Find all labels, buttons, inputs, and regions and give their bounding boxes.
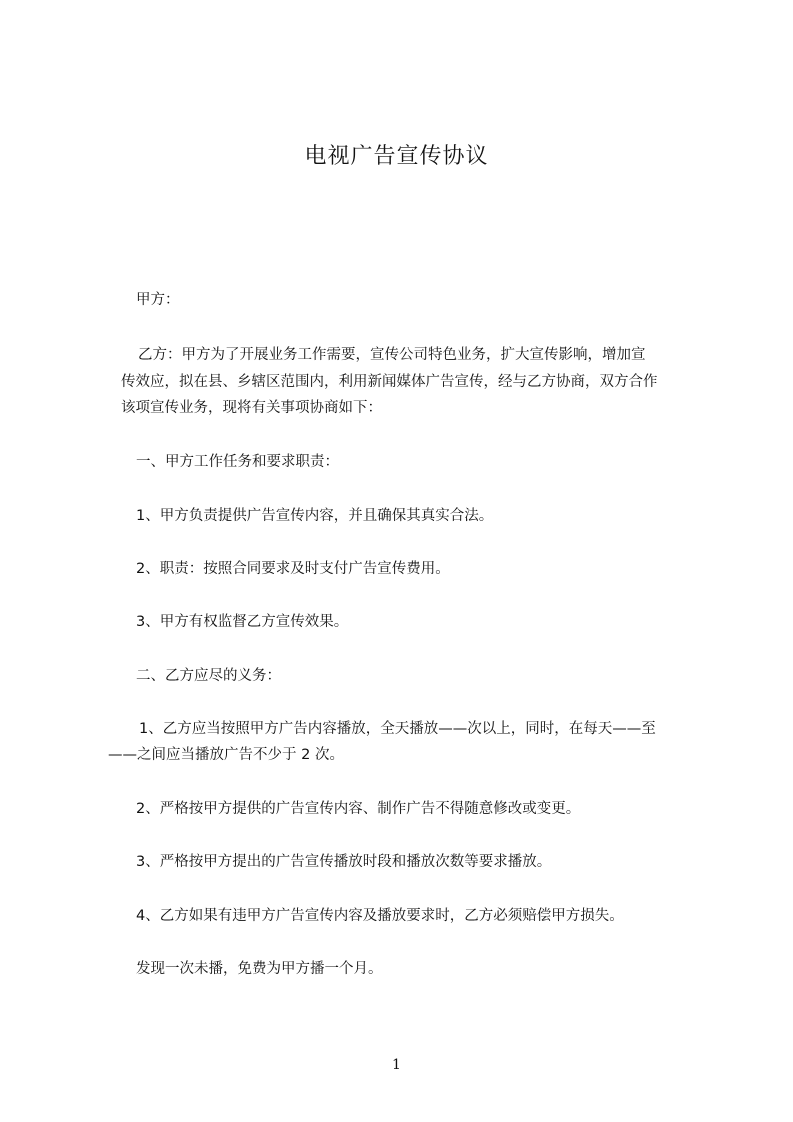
section-2-item-2: 2、严格按甲方提供的广告宣传内容、制作广告不得随意修改或变更。 [136, 801, 581, 817]
intro-line-3: 该项宣传业务，现将有关事项协商如下： [121, 400, 382, 416]
section-2-item-3: 3、严格按甲方提出的广告宣传播放时段和播放次数等要求播放。 [136, 854, 552, 870]
document-title: 电视广告宣传协议 [304, 144, 489, 169]
section-2-item-1-line-1: 1、乙方应当按照甲方广告内容播放，全天播放——次以上，同时，在每天——至 [139, 721, 656, 737]
party-a-label: 甲方： [136, 292, 180, 308]
section-1-item-2: 2、职责：按照合同要求及时支付广告宣传费用。 [136, 561, 450, 577]
section-2-item-4: 4、乙方如果有违甲方广告宣传内容及播放要求时，乙方必须赔偿甲方损失。 [136, 908, 624, 924]
section-1-heading: 一、甲方工作任务和要求职责： [136, 454, 339, 470]
section-1-item-3: 3、甲方有权监督乙方宣传效果。 [136, 614, 349, 630]
page-number: 1 [392, 1057, 401, 1073]
intro-line-2: 传效应，拟在县、乡辖区范围内，利用新闻媒体广告宣传，经与乙方协商，双方合作 [121, 374, 658, 390]
section-2-heading: 二、乙方应尽的义务： [136, 668, 281, 684]
section-2-item-1-line-2: ——之间应当播放广告不少于 2 次。 [108, 747, 344, 763]
intro-line-1: 乙方：甲方为了开展业务工作需要，宣传公司特色业务，扩大宣传影响，增加宣 [138, 347, 646, 363]
section-1-item-1: 1、甲方负责提供广告宣传内容，并且确保其真实合法。 [136, 508, 494, 524]
section-2-note: 发现一次未播，免费为甲方播一个月。 [136, 961, 383, 977]
